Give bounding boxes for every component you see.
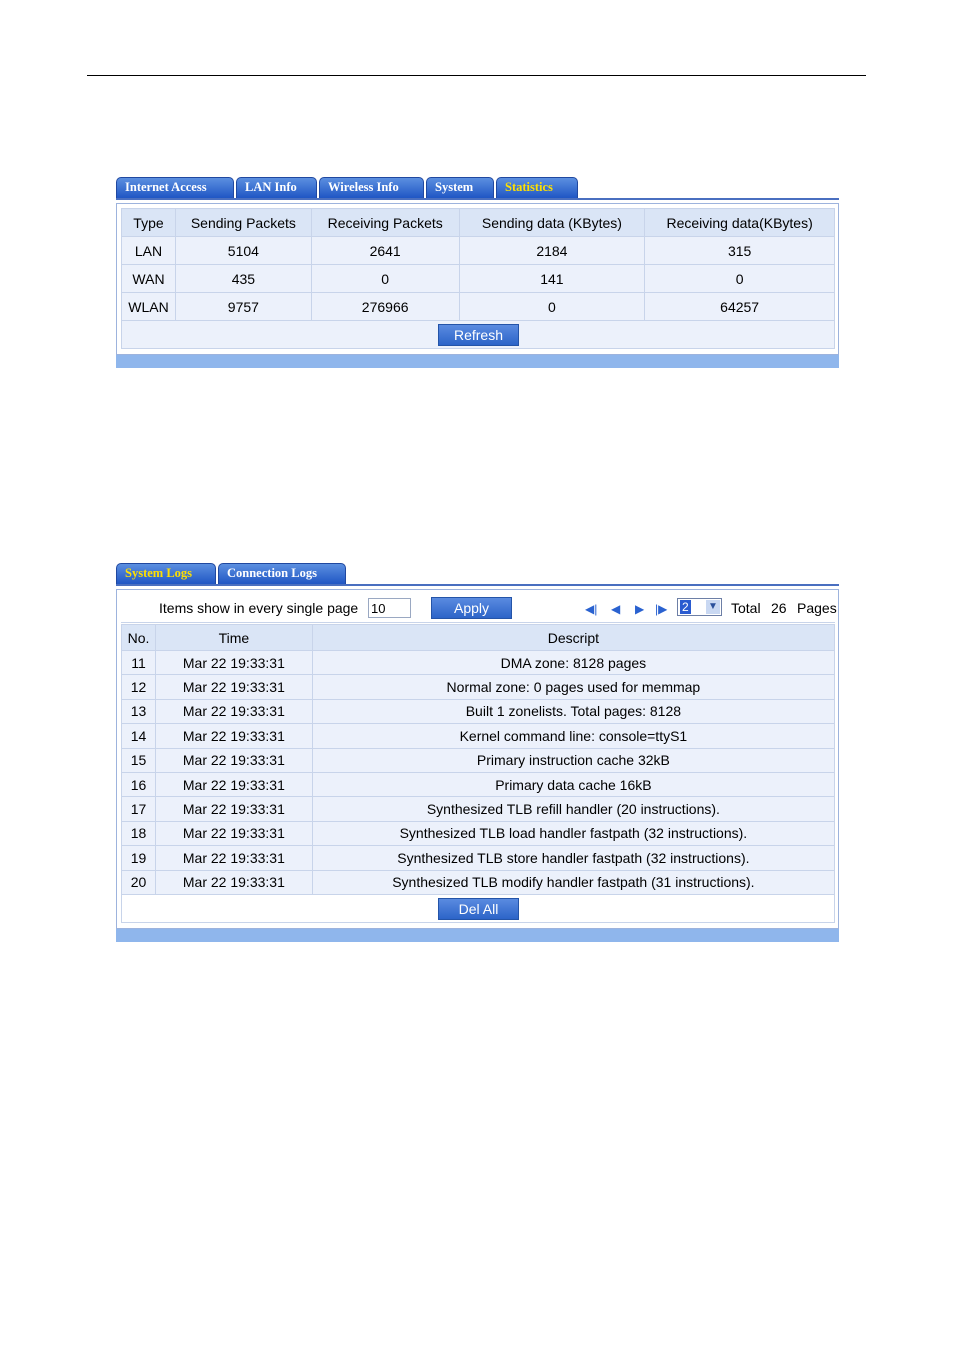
refresh-button[interactable]: Refresh <box>438 324 519 346</box>
tab-internet-access[interactable]: Internet Access <box>116 177 234 198</box>
table-row <box>122 724 835 748</box>
table-cell: 2641 <box>311 237 459 265</box>
pages-label: Pages <box>797 600 837 616</box>
table-cell: 20 <box>122 870 156 894</box>
column-header: Receiving data(KBytes) <box>645 209 835 237</box>
items-per-page-label: Items show in every single page <box>159 600 359 616</box>
table-cell: Synthesized TLB refill handler (20 instructions). <box>312 797 834 821</box>
table-cell: 2184 <box>459 237 645 265</box>
column-header: Type <box>122 209 176 237</box>
tab-wireless-info[interactable]: Wireless Info <box>319 177 424 198</box>
tab-underline <box>116 584 839 586</box>
column-header: Time <box>155 625 312 651</box>
logs-header-row <box>122 625 835 651</box>
table-cell: 17 <box>122 797 156 821</box>
page-select-value: 2 <box>682 600 689 614</box>
del-all-button[interactable]: Del All <box>438 898 519 920</box>
statistics-header-row <box>122 209 835 237</box>
tab-underline <box>116 198 839 200</box>
table-cell: Mar 22 19:33:31 <box>155 772 312 796</box>
log-tabs <box>116 562 348 584</box>
logs-table <box>121 624 835 923</box>
table-row <box>122 237 835 265</box>
tab-system[interactable]: System <box>426 177 494 198</box>
statistics-panel <box>116 176 839 368</box>
table-cell: 11 <box>122 651 156 675</box>
column-header: Receiving Packets <box>311 209 459 237</box>
table-cell: Normal zone: 0 pages used for memmap <box>312 675 834 699</box>
page-select[interactable] <box>677 598 722 616</box>
table-cell: DMA zone: 8128 pages <box>312 651 834 675</box>
total-label: Total <box>731 600 761 616</box>
first-page-icon[interactable]: ◀| <box>585 602 598 616</box>
table-cell: Synthesized TLB load handler fastpath (32 instructions). <box>312 821 834 845</box>
table-cell: 276966 <box>311 293 459 321</box>
chevron-down-icon: ▼ <box>706 600 720 614</box>
table-row <box>122 699 835 723</box>
apply-button[interactable]: Apply <box>431 597 512 619</box>
table-cell: 435 <box>175 265 311 293</box>
tab-statistics[interactable]: Statistics <box>496 177 578 198</box>
column-header: Sending data (KBytes) <box>459 209 645 237</box>
table-cell: Mar 22 19:33:31 <box>155 651 312 675</box>
table-cell: 13 <box>122 699 156 723</box>
table-cell: 18 <box>122 821 156 845</box>
table-cell: Built 1 zonelists. Total pages: 8128 <box>312 699 834 723</box>
statistics-box <box>116 203 839 355</box>
table-cell: Mar 22 19:33:31 <box>155 846 312 870</box>
table-cell: 0 <box>311 265 459 293</box>
table-cell: Mar 22 19:33:31 <box>155 675 312 699</box>
logs-bottom-bar <box>116 929 839 942</box>
total-pages-count: 26 <box>771 600 787 616</box>
last-page-icon[interactable]: |▶ <box>655 602 668 616</box>
table-cell: 64257 <box>645 293 835 321</box>
table-cell: 0 <box>645 265 835 293</box>
table-row <box>122 651 835 675</box>
table-row <box>122 265 835 293</box>
table-row <box>122 293 835 321</box>
table-cell: WAN <box>122 265 176 293</box>
logs-box <box>116 589 839 929</box>
statistics-bottom-bar <box>116 355 839 368</box>
tab-connection-logs[interactable]: Connection Logs <box>218 563 346 584</box>
table-row <box>122 675 835 699</box>
table-row <box>122 870 835 894</box>
table-cell: 19 <box>122 846 156 870</box>
table-cell: Mar 22 19:33:31 <box>155 748 312 772</box>
table-cell: Mar 22 19:33:31 <box>155 797 312 821</box>
pagination-bar <box>121 594 835 623</box>
prev-page-icon[interactable]: ◀ <box>611 602 621 616</box>
table-cell: 15 <box>122 748 156 772</box>
table-row <box>122 772 835 796</box>
table-cell: 5104 <box>175 237 311 265</box>
table-cell: WLAN <box>122 293 176 321</box>
table-cell: Kernel command line: console=ttyS1 <box>312 724 834 748</box>
tab-system-logs[interactable]: System Logs <box>116 563 216 584</box>
table-cell: LAN <box>122 237 176 265</box>
table-cell: 315 <box>645 237 835 265</box>
table-cell: Mar 22 19:33:31 <box>155 821 312 845</box>
logs-panel <box>116 562 839 942</box>
table-cell: Mar 22 19:33:31 <box>155 724 312 748</box>
table-cell: 14 <box>122 724 156 748</box>
table-row <box>122 846 835 870</box>
tab-lan-info[interactable]: LAN Info <box>236 177 317 198</box>
next-page-icon[interactable]: ▶ <box>635 602 645 616</box>
table-cell: 141 <box>459 265 645 293</box>
table-row <box>122 821 835 845</box>
table-cell: 12 <box>122 675 156 699</box>
table-cell: Primary data cache 16kB <box>312 772 834 796</box>
table-cell: 16 <box>122 772 156 796</box>
table-row <box>122 748 835 772</box>
column-header: No. <box>122 625 156 651</box>
column-header: Descript <box>312 625 834 651</box>
table-cell: Synthesized TLB store handler fastpath (32 instructions). <box>312 846 834 870</box>
table-cell: Mar 22 19:33:31 <box>155 699 312 723</box>
table-cell: 0 <box>459 293 645 321</box>
table-row <box>122 797 835 821</box>
header-rule <box>87 75 866 76</box>
table-cell: Primary instruction cache 32kB <box>312 748 834 772</box>
items-per-page-input[interactable] <box>368 598 411 618</box>
column-header: Sending Packets <box>175 209 311 237</box>
table-cell: Synthesized TLB modify handler fastpath (31 instructions). <box>312 870 834 894</box>
table-cell: Mar 22 19:33:31 <box>155 870 312 894</box>
status-tabs <box>116 176 580 198</box>
table-cell: 9757 <box>175 293 311 321</box>
